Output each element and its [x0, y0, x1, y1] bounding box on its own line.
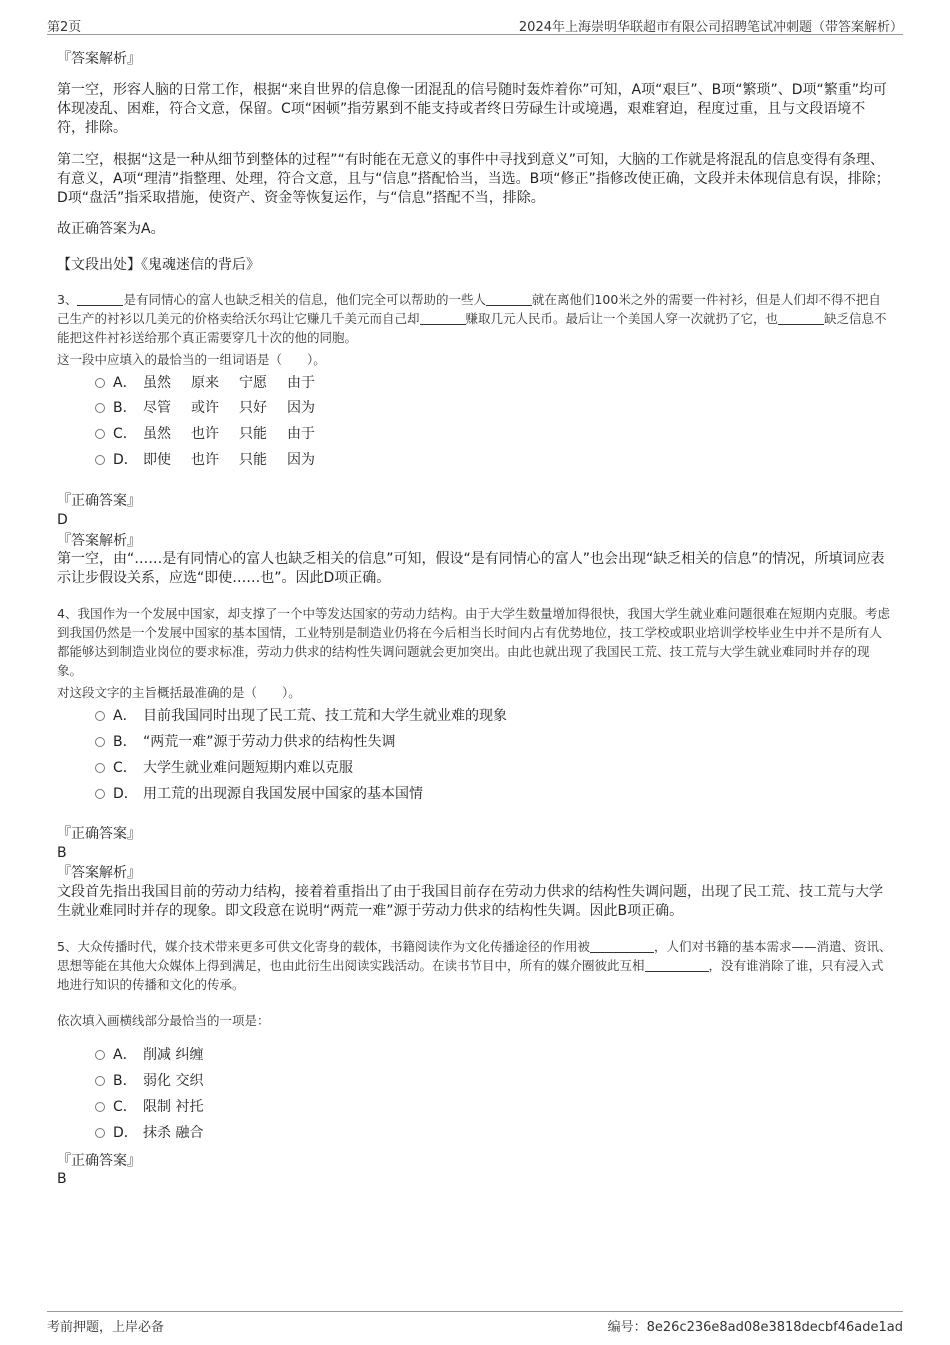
question-5-answer: B [57, 1171, 67, 1187]
page-number: 第2页 [47, 20, 82, 35]
page-footer [47, 1311, 903, 1338]
question-5-text: 5、大众传播时代，媒介技术带来更多可供文化寄身的载体，书籍阅读作为文化传播途径的作用被 ，人们对书籍的基本需求——消遣、资讯、思想等能在其他大众媒体上得到满足，也由此衍生出阅读实践活动。在读书节目中，所有的媒介圈彼此互相 ，没有谁消除了谁，只有浸入式地进行知识的传播和文化的传承。 [57, 939, 892, 992]
question-3-text: 3、 是有同情心的富人也缺乏相关的信息，他们完全可以帮助的一些人 就在离他们100米之外的需要一件衬衫，但是人们却不得不把自己生产的衬衫以几美元的价格卖给沃尔玛让它赚几千美元而自己却 赚取几元人民币。最后让一个美国人穿一次就扔了它，也 缺乏信息不能把这件衬衫送给那个真正需要穿几十次的他的同胞。 [57, 292, 887, 345]
analysis-conclusion: 故正确答案为A。 [57, 221, 165, 237]
question-3-option-d[interactable]: D． 即使 也许 只能 因为 [95, 450, 335, 470]
question-3-option-c[interactable]: C． 虽然 也许 只能 由于 [95, 424, 335, 444]
radio-icon[interactable] [95, 1102, 105, 1112]
radio-icon[interactable] [95, 455, 105, 465]
question-3-analysis: 第一空，由“……是有同情心的富人也缺乏相关的信息”可知，假设“是有同情心的富人”也会出现“缺乏相关的信息”的情况，所填词应表示让步假设关系，应选“即使……也”。因此D项正确。 [57, 551, 885, 586]
document-title: 2024年上海崇明华联超市有限公司招聘笔试冲刺题（带答案解析） [518, 20, 903, 35]
question-5-option-b[interactable]: B． 弱化 交织 [95, 1071, 203, 1091]
radio-icon[interactable] [95, 403, 105, 413]
question-4-option-b[interactable]: B． “两荒一难”源于劳动力供求的结构性失调 [95, 732, 396, 752]
question-3-analysis-label: 『答案解析』 [57, 533, 141, 549]
question-4-analysis-label: 『答案解析』 [57, 865, 141, 881]
question-3-option-b[interactable]: B． 尽管 或许 只好 因为 [95, 398, 335, 418]
source-note: 【文段出处】《鬼魂迷信的背后》 [57, 257, 260, 273]
page-header [47, 14, 903, 35]
question-4-analysis: 文段首先指出我国目前的劳动力结构，接着着重指出了由于我国目前存在劳动力供求的结构性失调问题，出现了民工荒、技工荒与大学生就业难同时并存的现象。即文段意在说明“两荒一难”源于劳动力供求的结构性失调。因此B项正确。 [57, 884, 883, 919]
question-5-answer-label: 『正确答案』 [57, 1153, 141, 1169]
question-3-option-a[interactable]: A． 虽然 原来 宁愿 由于 [95, 373, 335, 393]
radio-icon[interactable] [95, 763, 105, 773]
question-5-option-a[interactable]: A． 削减 纠缠 [95, 1045, 203, 1065]
question-5-option-c[interactable]: C． 限制 衬托 [95, 1097, 203, 1117]
radio-icon[interactable] [95, 378, 105, 388]
radio-icon[interactable] [95, 1076, 105, 1086]
radio-icon[interactable] [95, 1128, 105, 1138]
analysis-label: 『答案解析』 [57, 51, 141, 67]
question-4-answer-label: 『正确答案』 [57, 826, 141, 842]
question-5-prompt: 依次填入画横线部分最恰当的一项是： [57, 1013, 270, 1028]
document-code: 编号：8e26c236e8ad08e3818decbf46ade1ad [607, 1320, 903, 1335]
footer-slogan: 考前押题，上岸必备 [47, 1320, 165, 1335]
radio-icon[interactable] [95, 1050, 105, 1060]
radio-icon[interactable] [95, 429, 105, 439]
question-4-option-d[interactable]: D． 用工荒的出现源自我国发展中国家的基本国情 [95, 784, 423, 804]
radio-icon[interactable] [95, 789, 105, 799]
question-3-answer-label: 『正确答案』 [57, 493, 141, 509]
question-5-option-d[interactable]: D． 抹杀 融合 [95, 1123, 203, 1143]
question-4-option-c[interactable]: C． 大学生就业难问题短期内难以克服 [95, 758, 353, 778]
question-4-answer: B [57, 845, 67, 861]
analysis-paragraph-1: 第一空，形容人脑的日常工作，根据“来自世界的信息像一团混乱的信号随时轰炸着你”可知，A项“艰巨”、B项“繁琐”、D项“繁重”均可体现凌乱、困难，符合文意，保留。C项“困顿”指劳累到不能支持或者终日劳碌生计或境遇，艰难窘迫，程度过重，且与文段语境不符，排除。 [57, 82, 887, 136]
question-4-prompt: 对这段文字的主旨概括最准确的是（ ）。 [57, 685, 301, 700]
question-4-option-a[interactable]: A． 目前我国同时出现了民工荒、技工荒和大学生就业难的现象 [95, 706, 507, 726]
question-4-text: 4、我国作为一个发展中国家，却支撑了一个中等发达国家的劳动力结构。由于大学生数量增加得很快，我国大学生就业难问题很难在短期内克服。考虑到我国仍然是一个发展中国家的基本国情，工业特别是制造业仍将在今后相当长时间内占有优势地位，技工学校或职业培训学校毕业生中并不是所有人都能够达到制造业岗位的要求标准，劳动力供求的结构性失调问题就会更加突出。由此也就出现了我国民工荒、技工荒与大学生就业难同时并存的现象。 [57, 606, 890, 678]
radio-icon[interactable] [95, 711, 105, 721]
question-3-prompt: 这一段中应填入的最恰当的一组词语是（ ）。 [57, 352, 326, 367]
question-3-answer: D [57, 512, 68, 528]
analysis-paragraph-2: 第二空，根据“这是一种从细节到整体的过程”“有时能在无意义的事件中寻找到意义”可知，大脑的工作就是将混乱的信息变得有条理、有意义，A项“理清”指整理、处理，符合文意，且与“信息”搭配恰当，当选。B项“修正”指修改使正确，文段并未体现信息有误，排除；D项“盘活”指采取措施，使资产、资金等恢复运作，与“信息”搭配不当，排除。 [57, 152, 890, 206]
radio-icon[interactable] [95, 737, 105, 747]
